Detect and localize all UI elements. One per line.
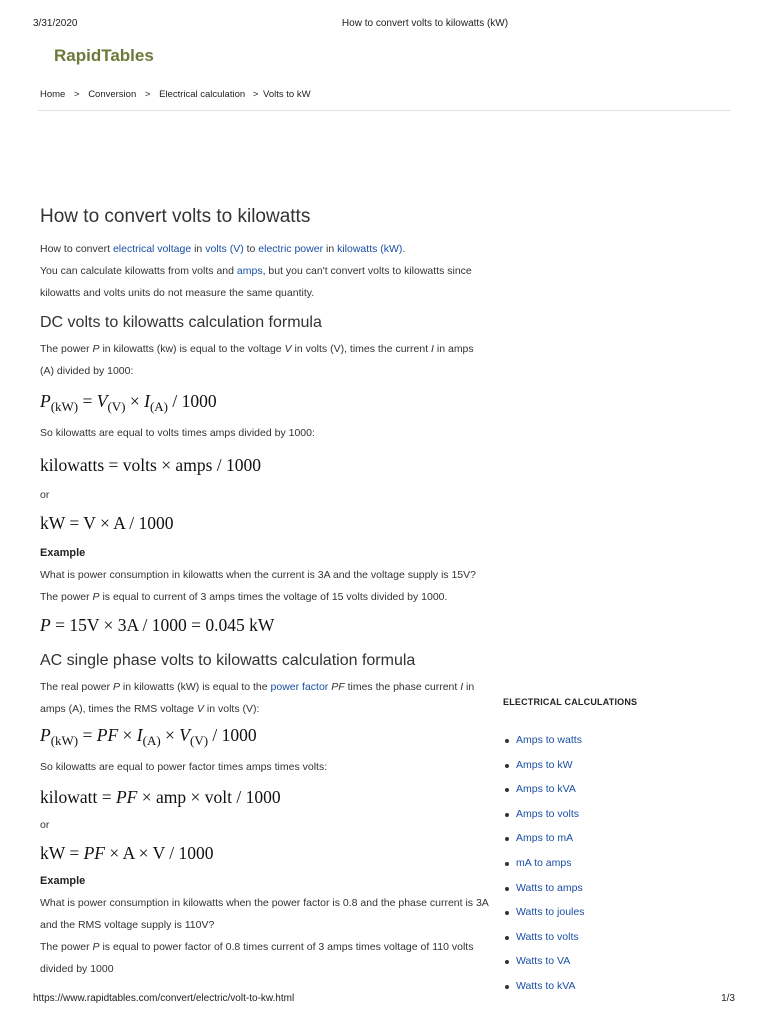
page-title: How to convert volts to kilowatts — [40, 206, 311, 227]
site-logo[interactable]: RapidTables — [54, 46, 154, 65]
intro-paragraph: How to convert electrical voltage in volts (V) to electric power in kilowatts (kW). — [40, 243, 406, 255]
dc-description: The power P in kilowatts (kw) is equal to the voltage V in volts (V), times the current I in amps (A) divided by 1000: — [40, 343, 474, 377]
ac-or: or — [40, 819, 50, 831]
breadcrumb-separator: > — [252, 89, 259, 100]
main-content — [40, 204, 490, 980]
sidebar-link-amps-to-ma[interactable]: Amps to mA — [503, 826, 733, 851]
link-amps[interactable]: amps — [236, 265, 263, 277]
dc-unit-formula: kW = V × A / 1000 — [40, 513, 174, 533]
ac-example-question: What is power consumption in kilowatts when the power factor is 0.8 and the phase current is 3A and the RMS voltage supply is 110V? — [40, 897, 489, 931]
breadcrumb-electrical[interactable]: Electrical calculation — [159, 89, 246, 100]
dc-example-heading: Example — [40, 547, 86, 559]
dc-example-question: What is power consumption in kilowatts when the current is 3A and the voltage supply is 15V? — [40, 569, 476, 581]
link-electrical-voltage[interactable]: electrical voltage — [112, 243, 192, 255]
sidebar-link-amps-to-kva[interactable]: Amps to kVA — [503, 777, 733, 802]
dc-heading: DC volts to kilowatts calculation formula — [40, 314, 322, 331]
print-title: How to convert volts to kilowatts (kW) — [341, 18, 509, 29]
dc-example-formula: P = 15V × 3A / 1000 = 0.045 kW — [40, 615, 275, 635]
ac-unit-formula: kW = PF × A × V / 1000 — [40, 843, 214, 863]
breadcrumb — [40, 89, 311, 100]
link-power-factor[interactable]: power factor — [270, 681, 329, 693]
breadcrumb-current: Volts to kW — [263, 89, 311, 100]
sidebar-link-amps-to-kw[interactable]: Amps to kW — [503, 753, 733, 778]
dc-words-formula: kilowatts = volts × amps / 1000 — [40, 455, 261, 475]
breadcrumb-separator: > — [144, 89, 151, 100]
ac-example-answer: The power P is equal to power factor of 0.8 times current of 3 amps times voltage of 110 volts divided by 1000 — [40, 941, 474, 975]
dc-example-answer: The power P is equal to current of 3 amps times the voltage of 15 volts divided by 1000. — [40, 591, 448, 603]
ac-example-heading: Example — [40, 875, 86, 887]
sidebar-list — [503, 728, 733, 999]
ac-heading: AC single phase volts to kilowatts calculation formula — [40, 652, 416, 669]
sidebar-link-ma-to-amps[interactable]: mA to amps — [503, 851, 733, 876]
link-kilowatts[interactable]: kilowatts (kW) — [337, 243, 403, 255]
sidebar-heading: ELECTRICAL CALCULATIONS — [503, 697, 638, 707]
print-header — [0, 18, 768, 32]
dc-formula: $P_{(kW)} = V_{(V)} \times I_{(A)} / 1000$ — [40, 391, 217, 414]
note-paragraph: You can calculate kilowatts from volts and amps, but you can't convert volts to kilowatts since kilowatts and volts units do not measure the same quantity. — [40, 265, 472, 299]
dc-words-intro: So kilowatts are equal to volts times amps divided by 1000: — [40, 427, 315, 439]
breadcrumb-conversion[interactable]: Conversion — [88, 89, 137, 100]
header-divider — [38, 110, 731, 111]
ac-words-intro: So kilowatts are equal to power factor times amps times volts: — [40, 761, 328, 773]
sidebar-link-watts-to-joules[interactable]: Watts to joules — [503, 900, 733, 925]
sidebar-link-watts-to-amps[interactable]: Watts to amps — [503, 876, 733, 901]
ac-words-formula: kilowatt = PF × amp × volt / 1000 — [40, 787, 281, 807]
link-volts[interactable]: volts (V) — [205, 243, 244, 255]
link-electric-power[interactable]: electric power — [258, 243, 324, 255]
sidebar-link-watts-to-volts[interactable]: Watts to volts — [503, 925, 733, 950]
print-url: https://www.rapidtables.com/convert/electric/volt-to-kw.html — [33, 993, 295, 1004]
ac-formula: $P_{(kW)}$ = PF × $I_{(A)} \times V_{(V)} / 1000$ — [40, 725, 257, 748]
ac-description: The real power P in kilowatts (kW) is equal to the power factor PF times the phase current I in amps (A), times the RMS voltage V in volts (V): — [40, 681, 475, 715]
breadcrumb-separator: > — [73, 89, 80, 100]
sidebar-link-watts-to-kva[interactable]: Watts to kVA — [503, 974, 733, 999]
breadcrumb-home[interactable]: Home — [40, 89, 66, 100]
sidebar-link-watts-to-va[interactable]: Watts to VA — [503, 949, 733, 974]
sidebar-link-amps-to-watts[interactable]: Amps to watts — [503, 728, 733, 753]
sidebar-link-amps-to-volts[interactable]: Amps to volts — [503, 802, 733, 827]
print-date: 3/31/2020 — [33, 18, 78, 29]
sidebar — [503, 697, 733, 999]
dc-or: or — [40, 489, 50, 501]
page-number: 1/3 — [721, 993, 735, 1004]
